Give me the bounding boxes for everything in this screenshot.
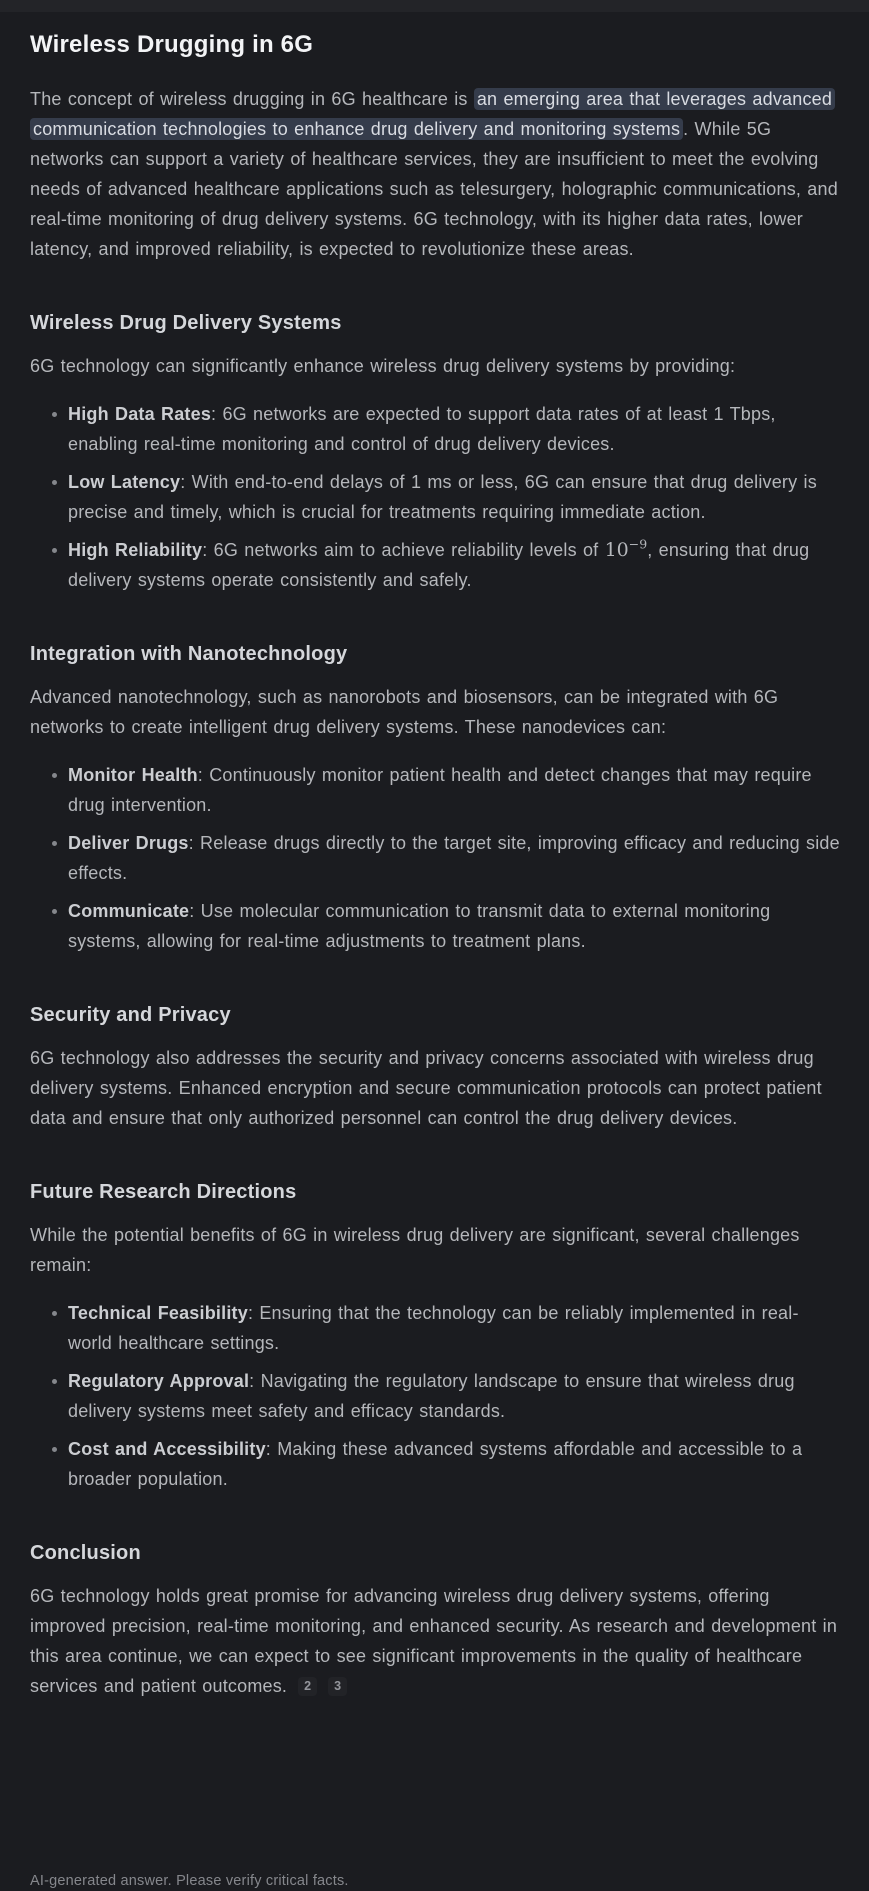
section-intro: 6G technology can significantly enhance wireless drug delivery systems by providing: [30,356,736,376]
bullet-lead: Communicate [68,901,190,921]
conclusion-text: 6G technology holds great promise for advancing wireless drug delivery systems, offering improved precision, real-time monitoring, and enhanced security. As research and development in this area continue, we can expect to see significant improvements in the quality of healthcare services and patient outcomes. [30,1586,838,1696]
intro-text-before: The concept of wireless drugging in 6G healthcare is [30,89,474,109]
bullet-lead: Monitor Health [68,765,198,785]
bullet-text: : Making these advanced systems affordable and accessible to a broader population. [68,1439,803,1489]
bullet-text: : 6G networks are expected to support data rates of at least 1 Tbps, enabling real-time monitoring and control of drug delivery devices. [68,404,776,454]
bullet-text: : Use molecular communication to transmit data to external monitoring systems, allowing for real-time adjustments to treatment plans. [68,901,771,951]
section-heading: Integration with Nanotechnology [30,643,348,665]
ai-answer-content [30,12,842,1701]
list-item [52,760,842,820]
bullet-text: : Release drugs directly to the target site, improving efficacy and reducing side effects. [68,833,840,883]
bullet-text: : Ensuring that the technology can be reliably implemented in real-world healthcare settings. [68,1303,799,1353]
section-heading: Wireless Drug Delivery Systems [30,312,342,334]
bullet-list [30,1298,842,1494]
citation-chip-2[interactable]: 2 [298,1677,317,1696]
section-intro [30,1581,842,1701]
bullet-text: : Navigating the regulatory landscape to ensure that wireless drug delivery systems meet safety and efficacy standards. [68,1371,795,1421]
bullet-lead: Regulatory Approval [68,1371,250,1391]
bullet-lead: High Reliability [68,540,203,560]
list-item [52,399,842,459]
section-intro: While the potential benefits of 6G in wireless drug delivery are significant, several challenges remain: [30,1225,800,1275]
top-divider [0,0,869,12]
section-intro: Advanced nanotechnology, such as nanorobots and biosensors, can be integrated with 6G networks to create intelligent drug delivery systems. These nanodevices can: [30,687,779,737]
list-item [52,828,842,888]
bullet-text: : With end-to-end delays of 1 ms or less, 6G can ensure that drug delivery is precise and timely, which is crucial for treatments requiring immediate action. [68,472,817,522]
section-wireless-drug-delivery-systems [30,310,842,595]
bullet-text: : Continuously monitor patient health and detect changes that may require drug intervention. [68,765,812,815]
bullet-text: , ensuring that drug delivery systems operate consistently and safely. [68,540,810,590]
list-item [52,1366,842,1426]
bullet-lead: High Data Rates [68,404,212,424]
bullet-list [30,399,842,595]
intro-paragraph [30,84,842,264]
math-base: 10 [604,539,629,561]
section-heading: Security and Privacy [30,1004,231,1026]
ai-disclaimer: AI-generated answer. Please verify critical facts. [30,1873,349,1889]
section-integration-with-nanotechnology [30,641,842,956]
highlighted-text: an emerging area that leverages advanced communication technologies to enhance drug delivery and monitoring systems [30,88,835,140]
bullet-lead: Deliver Drugs [68,833,189,853]
page-title: Wireless Drugging in 6G [30,31,314,58]
list-item [52,896,842,956]
section-future-research-directions [30,1179,842,1494]
list-item [52,1434,842,1494]
section-conclusion [30,1540,842,1701]
list-item [52,1298,842,1358]
section-intro: 6G technology also addresses the security and privacy concerns associated with wireless drug delivery systems. Enhanced encryption and secure communication protocols can protect patient data and ensure that only authorized personnel can control the drug delivery devices. [30,1048,822,1128]
bullet-lead: Technical Feasibility [68,1303,248,1323]
math-exponent: −9 [628,536,648,552]
citation-chip-3[interactable]: 3 [328,1677,347,1696]
bullet-lead: Cost and Accessibility [68,1439,266,1459]
intro-text-after: . While 5G networks can support a variety of healthcare services, they are insufficient to meet the evolving needs of advanced healthcare applications such as telesurgery, holographic communications, and real-time monitoring of drug delivery systems. 6G technology, with its higher data rates, lower latency, and improved reliability, is expected to revolutionize these areas. [30,119,838,259]
list-item [52,535,842,595]
section-heading: Conclusion [30,1542,141,1564]
bullet-text: : 6G networks aim to achieve reliability levels of [202,540,605,560]
list-item [52,467,842,527]
section-heading: Future Research Directions [30,1181,297,1203]
bullet-list [30,760,842,956]
math-expression [604,536,648,561]
bullet-lead: Low Latency [68,472,181,492]
section-security-and-privacy [30,1002,842,1133]
